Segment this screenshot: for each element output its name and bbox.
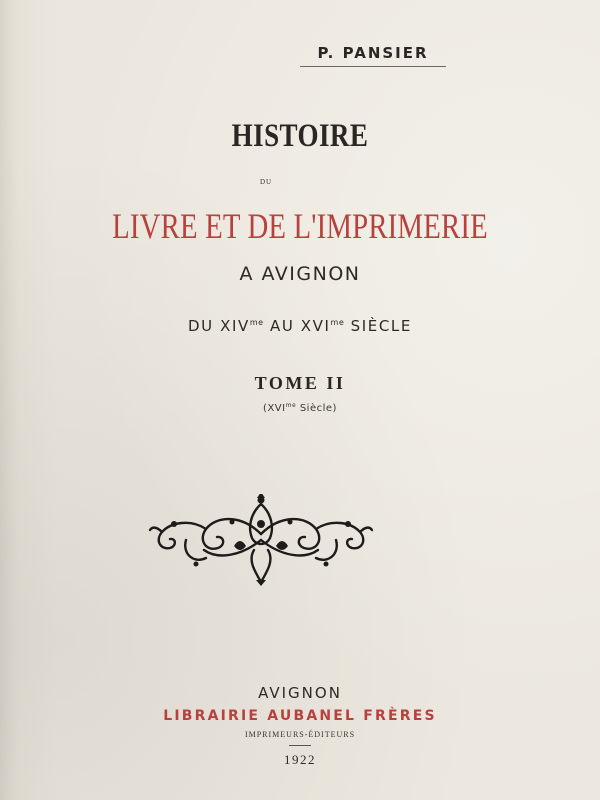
century-suffix: SIÈCLE [344,317,412,335]
volume-subtitle [0,402,600,414]
century-sup-1: me [249,318,264,327]
volume-sub-sup: me [285,402,297,409]
imprint-city: AVIGNON [258,684,342,702]
title-connector: DU [259,178,273,186]
author-name: P. PANSIER [300,44,446,67]
book-title: HISTOIRE [231,118,369,154]
imprint-year: 1922 [284,752,316,767]
floral-vignette-icon [146,494,376,586]
place-line: A AVIGNON [239,263,361,285]
century-line [0,317,600,335]
imprint-publisher: LIBRAIRIE AUBANEL FRÈRES [163,708,437,724]
century-sup-2: me [330,318,345,327]
century-prefix: DU XIV [188,317,250,335]
volume-sub-open: (XVI [263,403,286,414]
volume-sub-close: Siècle) [296,403,337,414]
century-middle: AU XVI [263,317,331,335]
imprint-printers: IMPRIMEURS-ÉDITEURS [244,730,356,739]
imprint-divider [289,745,311,746]
book-subtitle: LIVRE ET DE L'IMPRIMERIE [112,206,488,246]
volume-label: TOME II [254,373,346,393]
